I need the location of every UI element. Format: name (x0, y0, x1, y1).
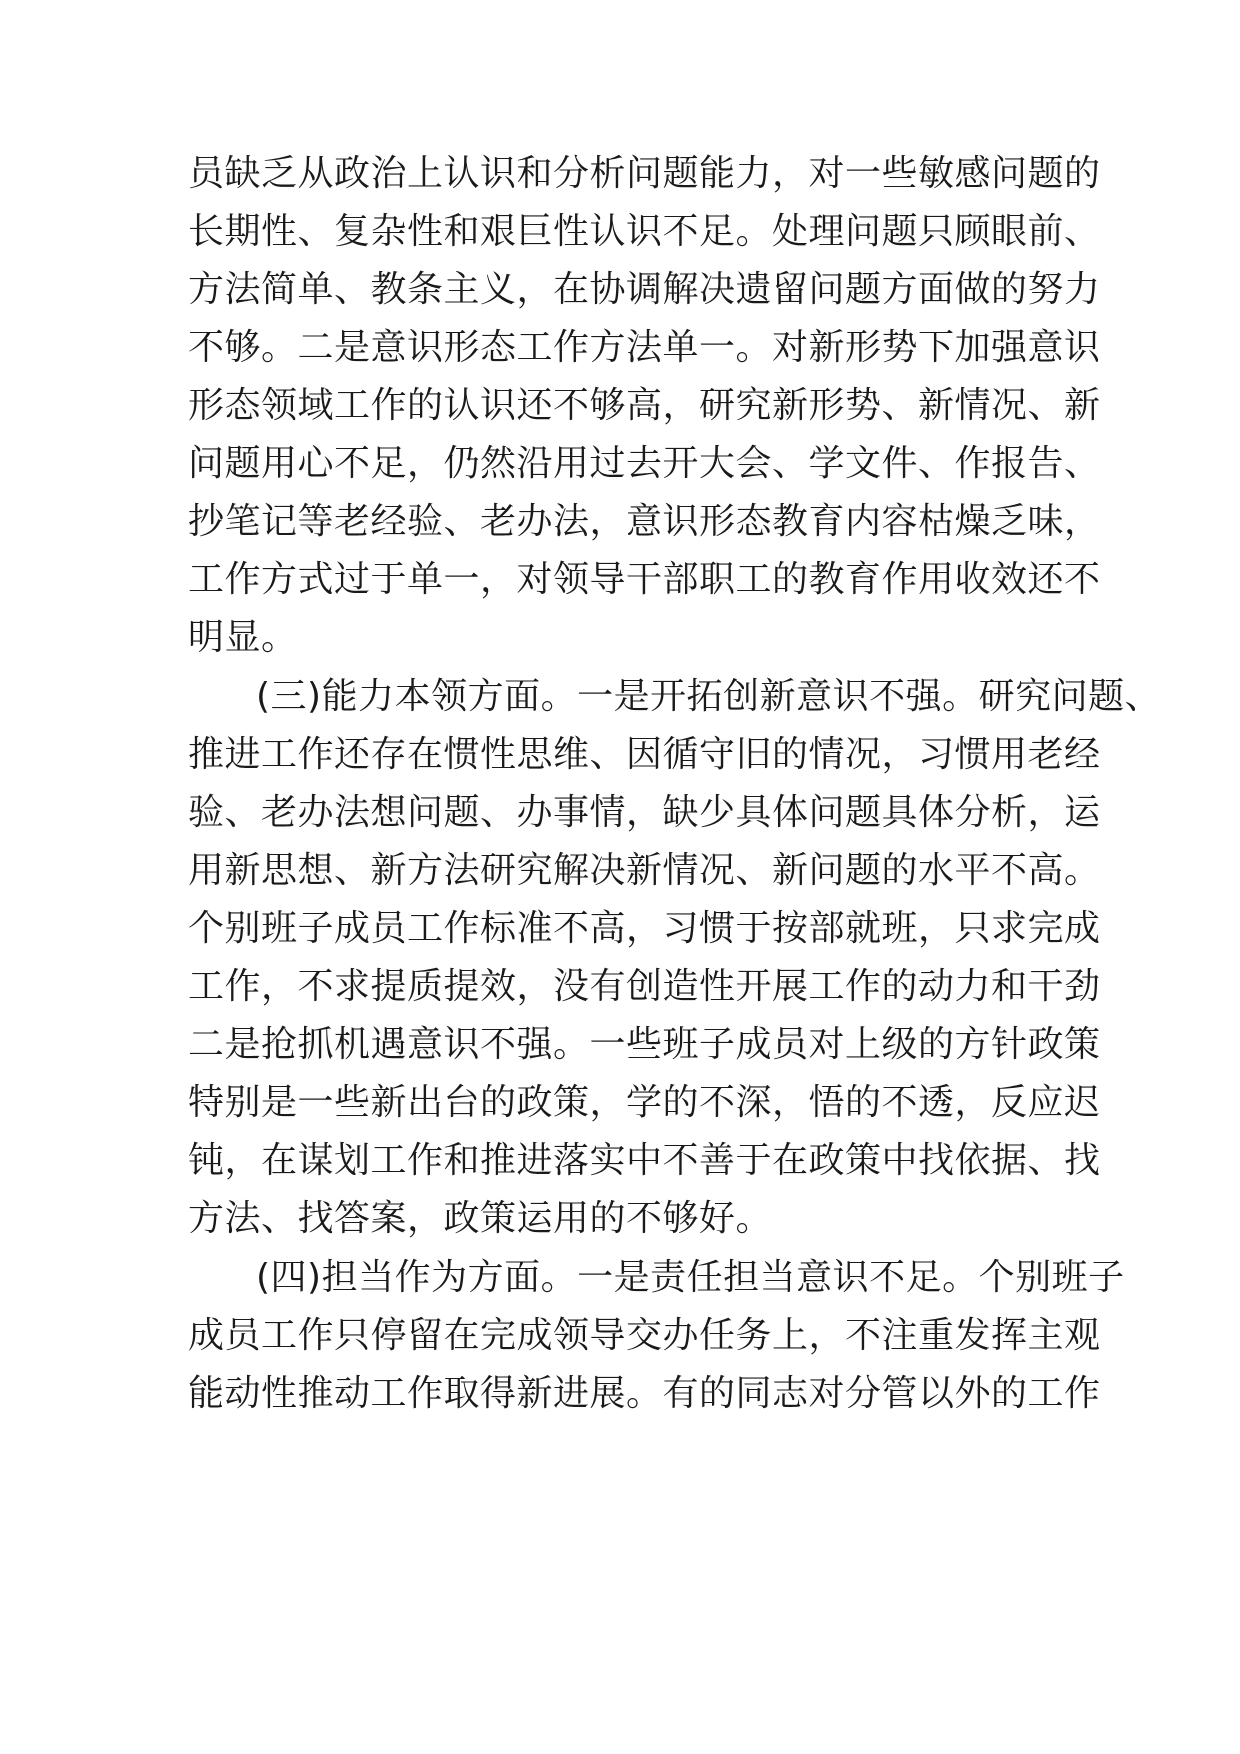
text-line: 明显。 (188, 617, 298, 658)
text-line: 个别班子成员工作标准不高，习惯于按部就班，只求完成 (188, 908, 1101, 949)
text-line: 问题用心不足，仍然沿用过去开大会、学文件、作报告、 (188, 443, 1101, 484)
text-line: 二是抢抓机遇意识不强。一些班子成员对上级的方针政策 (188, 1024, 1101, 1065)
text-line: 工作，不求提质提效，没有创造性开展工作的动力和干劲 (188, 966, 1101, 1007)
text-line: 抄笔记等老经验、老办法，意识形态教育内容枯燥乏味， (188, 501, 1101, 542)
text-line: 方法简单、教条主义，在协调解决遗留问题方面做的努力 (188, 269, 1101, 310)
text-line: 不够。二是意识形态工作方法单一。对新形势下加强意识 (188, 327, 1101, 368)
text-line: 方法、找答案，政策运用的不够好。 (188, 1198, 773, 1239)
text-line: 用新思想、新方法研究解决新情况、新问题的水平不高。 (188, 850, 1101, 891)
text-line: 成员工作只停留在完成领导交办任务上，不注重发挥主观 (188, 1315, 1101, 1356)
text-line: 推进工作还存在惯性思维、因循守旧的情况，习惯用老经 (188, 734, 1101, 775)
section-heading-line: (四)担当作为方面。一是责任担当意识不足。个别班子 (256, 1257, 1125, 1298)
section-heading-line: (三)能力本领方面。一是开拓创新意识不强。研究问题、 (256, 676, 1162, 717)
text-line: 员缺乏从政治上认识和分析问题能力，对一些敏感问题的 (188, 153, 1101, 194)
text-line: 钝，在谋划工作和推进落实中不善于在政策中找依据、找 (188, 1140, 1101, 1181)
text-line: 能动性推动工作取得新进展。有的同志对分管以外的工作 (188, 1373, 1101, 1414)
text-line: 长期性、复杂性和艰巨性认识不足。处理问题只顾眼前、 (188, 211, 1101, 252)
text-line: 特别是一些新出台的政策，学的不深，悟的不透，反应迟 (188, 1082, 1101, 1123)
text-line: 验、老办法想问题、办事情，缺少具体问题具体分析，运 (188, 792, 1101, 833)
text-line: 工作方式过于单一，对领导干部职工的教育作用收效还不 (188, 559, 1101, 600)
text-line: 形态领域工作的认识还不够高，研究新形势、新情况、新 (188, 385, 1101, 426)
